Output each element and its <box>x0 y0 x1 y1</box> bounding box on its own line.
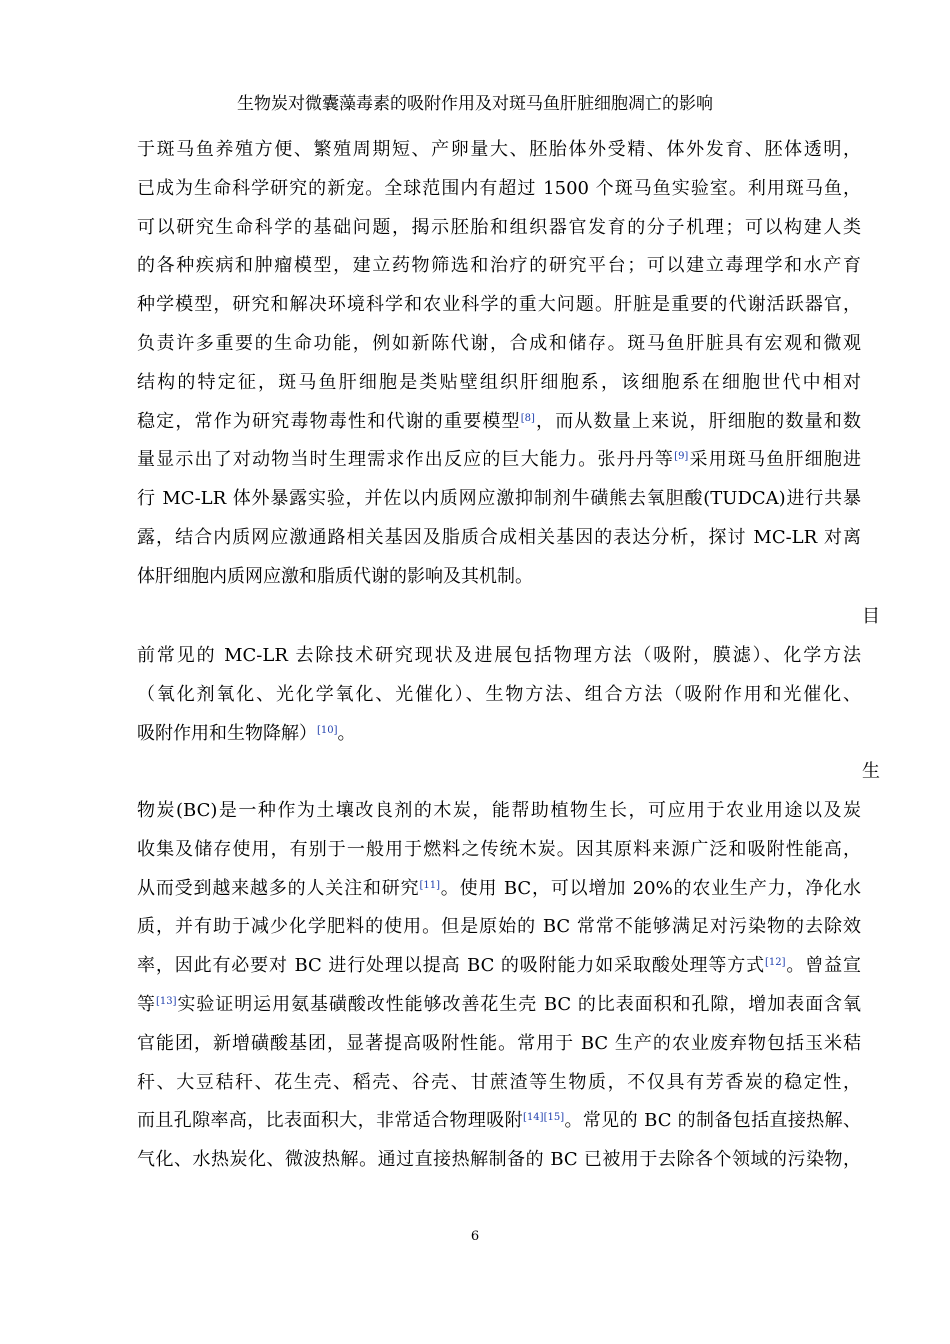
text-segment: 。常见的 BC 的制备包括直接热解、 <box>564 1110 862 1132</box>
text-line: 行 MC-LR 体外暴露实验，并佐以内质网应激抑制剂牛磺熊去氧胆酸(TUDCA)进行共暴 <box>137 488 861 510</box>
text-line: 已成为生命科学研究的新宠。全球范围内有超过 1500 个斑马鱼实验室。利用斑马鱼， <box>137 177 861 199</box>
citation-link[interactable]: [11] <box>419 879 440 891</box>
citation-link[interactable]: [12] <box>765 957 786 969</box>
text-segment: 稳定，常作为研究毒物毒性和代谢的重要模型 <box>137 410 521 432</box>
text-line: 体肝细胞内质网应激和脂质代谢的影响及其机制。 <box>137 565 533 587</box>
text-line: 负责许多重要的生命功能，例如新陈代谢，合成和储存。斑马鱼肝脏具有宏观和微观 <box>137 332 861 354</box>
text-line: 结构的特定征，斑马鱼肝细胞是类贴壁组织肝细胞系，该细胞系在细胞世代中相对 <box>137 371 861 393</box>
citation-link[interactable]: [13] <box>155 995 177 1007</box>
text-segment: 实验证明运用氨基磺酸改性能够改善花生壳 BC 的比表面积和孔隙，增加表面含氧 <box>176 993 861 1015</box>
text-segment: 量显示出了对动物当时生理需求作出反应的巨大能力。张丹丹等 <box>137 449 675 471</box>
citation-link[interactable]: [10] <box>317 724 338 736</box>
text-line: 质，并有助于减少化学肥料的使用。但是原始的 BC 常常不能够满足对污染物的去除效 <box>137 916 861 938</box>
text-line <box>137 441 861 480</box>
text-segment: 采用斑马鱼肝细胞进 <box>688 449 862 471</box>
text-segment: ，而从数量上来说，肝细胞的数量和数 <box>534 410 862 432</box>
text-line: 露，结合内质网应激通路相关基因及脂质合成相关基因的表达分析，探讨 MC-LR 对离 <box>137 526 861 548</box>
paragraph-lead-char: 目 <box>862 606 880 627</box>
text-line <box>137 870 861 909</box>
text-line: 物炭(BC)是一种作为土壤改良剂的木炭，能帮助植物生长，可应用于农业用途以及炭 <box>137 800 861 821</box>
citation-link[interactable]: [8] <box>520 412 535 424</box>
text-line <box>137 947 861 986</box>
text-segment: 吸附作用和生物降解） <box>137 722 317 744</box>
citation-link[interactable]: [9] <box>674 451 689 463</box>
text-line: 于斑马鱼养殖方便、繁殖周期短、产卵量大、胚胎体外受精、体外发育、胚体透明， <box>137 139 861 160</box>
text-line: 秆、大豆秸秆、花生壳、稻壳、谷壳、甘蔗渣等生物质，不仅具有芳香炭的稳定性， <box>137 1071 861 1093</box>
text-line: 官能团，新增磺酸基团，显著提高吸附性能。常用于 BC 生产的农业废弃物包括玉米秸 <box>137 1032 861 1054</box>
page-number: 6 <box>470 1229 480 1244</box>
text-line: 前常见的 MC-LR 去除技术研究现状及进展包括物理方法（吸附，膜滤）、化学方法 <box>137 645 861 666</box>
paragraph-lead-char: 生 <box>862 761 880 782</box>
text-segment: 。曾益宣 <box>785 955 861 977</box>
text-line <box>137 1102 861 1141</box>
paragraph-zebrafish <box>137 131 861 597</box>
paragraph-biochar <box>137 792 861 1180</box>
text-segment: 。使用 BC，可以增加 20%的农业生产力，净化水 <box>439 877 861 899</box>
text-line: 收集及储存使用，有别于一般用于燃料之传统木炭。因其原料来源广泛和吸附性能高， <box>137 838 861 860</box>
text-line: 可以研究生命科学的基础问题，揭示胚胎和组织器官发育的分子机理；可以构建人类 <box>137 216 861 238</box>
text-line: 气化、水热炭化、微波热解。通过直接热解制备的 BC 已被用于去除各个领域的污染物， <box>137 1149 861 1171</box>
text-line: 的各种疾病和肿瘤模型，建立药物筛选和治疗的研究平台；可以建立毒理学和水产育 <box>137 255 861 277</box>
text-line: （氧化剂氧化、光化学氧化、光催化）、生物方法、组合方法（吸附作用和光催化、 <box>137 683 861 705</box>
text-line <box>137 986 861 1025</box>
text-line: 种学模型，研究和解决环境科学和农业科学的重大问题。肝脏是重要的代谢活跃器官， <box>137 294 861 316</box>
running-header: 生物炭对微囊藻毒素的吸附作用及对斑马鱼肝脏细胞凋亡的影响 <box>237 94 713 114</box>
text-line <box>137 715 861 754</box>
text-segment: 从而受到越来越多的人关注和研究 <box>137 877 420 899</box>
text-segment: 率，因此有必要对 BC 进行处理以提高 BC 的吸附能力如采取酸处理等方式 <box>137 955 766 977</box>
text-line <box>137 403 861 442</box>
citation-link[interactable]: [14] <box>523 1112 544 1124</box>
text-segment: 等 <box>137 993 156 1015</box>
paragraph-removal-methods <box>137 637 861 753</box>
text-segment: 。 <box>337 722 356 744</box>
citation-link[interactable]: [15] <box>543 1112 565 1124</box>
text-segment: 而且孔隙率高，比表面积大，非常适合物理吸附 <box>137 1110 524 1132</box>
